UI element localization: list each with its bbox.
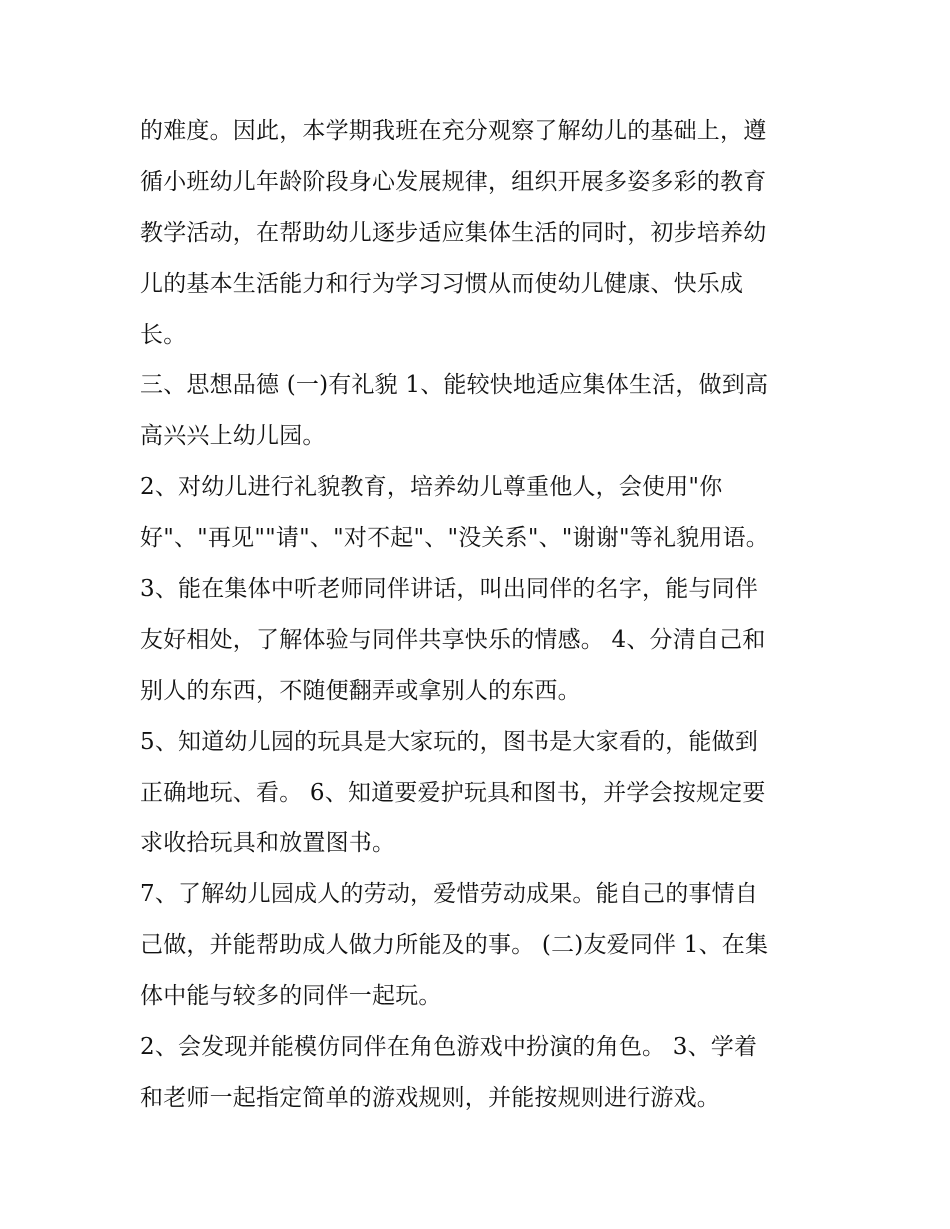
text-line: 高兴兴上幼儿园。	[140, 423, 326, 450]
text-line: 教学活动，在帮助幼儿逐步适应集体生活的同时，初步培养幼	[140, 219, 767, 246]
text-line: 2、会发现并能模仿同伴在角色游戏中扮演的角色。 3、学着	[140, 1034, 758, 1061]
text-line: 5、知道幼儿园的玩具是大家玩的，图书是大家看的，能做到	[140, 728, 759, 755]
text-line: 求收拾玩具和放置图书。	[140, 830, 396, 857]
text-line: 别人的东西，不随便翻弄或拿别人的东西。	[140, 677, 581, 704]
text-line: 长。	[140, 321, 187, 348]
text-line: 循小班幼儿年龄阶段身心发展规律，组织开展多姿多彩的教育	[140, 168, 767, 195]
text-line: 7、了解幼儿园成人的劳动，爱惜劳动成果。能自己的事情自	[140, 881, 759, 908]
text-line: 己做，并能帮助成人做力所能及的事。 (二)友爱同伴 1、在集	[140, 932, 769, 959]
text-line: 体中能与较多的同伴一起玩。	[140, 983, 442, 1010]
text-line: 好"、"再见""请"、"对不起"、"没关系"、"谢谢"等礼貌用语。	[140, 525, 769, 552]
text-line: 3、能在集体中听老师同伴讲话，叫出同伴的名字，能与同伴	[140, 576, 759, 603]
body-text	[140, 106, 820, 1124]
text-line: 和老师一起指定简单的游戏规则，并能按规则进行游戏。	[140, 1084, 720, 1111]
text-line: 友好相处，了解体验与同伴共享快乐的情感。 4、分清自己和	[140, 626, 766, 653]
text-line: 的难度。因此，本学期我班在充分观察了解幼儿的基础上，遵	[140, 118, 767, 144]
text-line: 三、思想品德 (一)有礼貌 1、能较快地适应集体生活，做到高	[140, 372, 769, 399]
text-line: 儿的基本生活能力和行为学习习惯从而使幼儿健康、快乐成	[140, 270, 744, 297]
text-line: 正确地玩、看。 6、知道要爱护玩具和图书，并学会按规定要	[140, 779, 766, 806]
text-line: 2、对幼儿进行礼貌教育，培养幼儿尊重他人，会使用"你	[140, 474, 723, 501]
